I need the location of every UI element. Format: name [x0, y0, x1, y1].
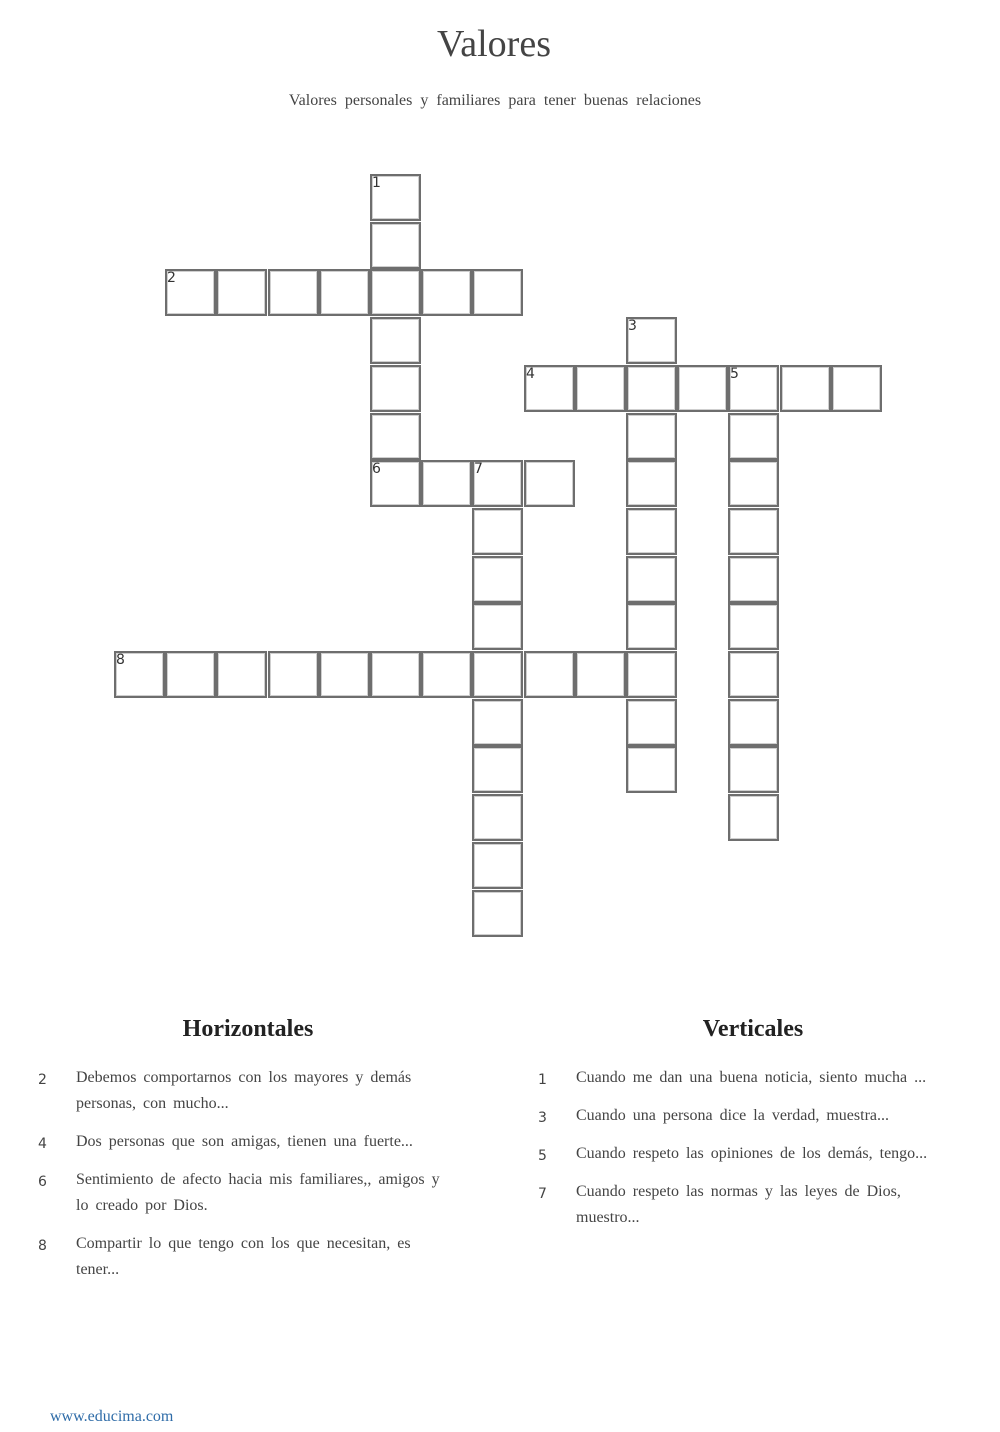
crossword-cell[interactable]	[728, 508, 779, 555]
horizontal-clues	[38, 1016, 458, 1295]
crossword-cell[interactable]	[728, 413, 779, 460]
crossword-cell[interactable]	[370, 222, 421, 269]
clue-down-7	[538, 1179, 968, 1231]
page-title: Valores	[437, 23, 551, 65]
clue-text: Cuando una persona dice la verdad, muestra...	[576, 1107, 890, 1124]
clue-number: 1	[538, 1072, 547, 1088]
clue-text: Cuando respeto las normas y las leyes de Dios, muestro...	[576, 1183, 901, 1226]
crossword-cell[interactable]	[780, 365, 831, 412]
crossword-cell[interactable]	[421, 269, 472, 316]
crossword-cell[interactable]	[472, 651, 523, 698]
page-subtitle: Valores personales y familiares para tener buenas relaciones	[288, 92, 702, 109]
clue-down-1	[538, 1065, 968, 1091]
crossword-cell[interactable]	[268, 651, 319, 698]
cell-number: 5	[730, 366, 739, 382]
crossword-cell[interactable]	[728, 746, 779, 793]
clue-across-8	[38, 1231, 458, 1283]
crossword-cell[interactable]	[319, 269, 370, 316]
crossword-cell[interactable]	[370, 651, 421, 698]
crossword-cell[interactable]	[728, 603, 779, 650]
crossword-cell[interactable]	[728, 794, 779, 841]
clue-number: 8	[38, 1238, 47, 1254]
crossword-cell[interactable]	[165, 269, 216, 316]
crossword-cell[interactable]	[575, 651, 626, 698]
vertical-clues	[538, 1016, 968, 1243]
cell-number: 2	[167, 270, 176, 286]
crossword-cell[interactable]	[216, 269, 267, 316]
clue-text: Sentimiento de afecto hacia mis familiares,, amigos y lo creado por Dios.	[76, 1171, 440, 1214]
clue-number: 7	[538, 1186, 547, 1202]
crossword-cell[interactable]	[421, 651, 472, 698]
clue-number: 3	[538, 1110, 547, 1126]
clue-text: Debemos comportarnos con los mayores y demás personas, con mucho...	[76, 1069, 412, 1112]
crossword-cell[interactable]	[524, 365, 575, 412]
crossword-cell[interactable]	[626, 508, 677, 555]
crossword-cell[interactable]	[370, 365, 421, 412]
crossword-cell[interactable]	[472, 603, 523, 650]
crossword-cell[interactable]	[626, 651, 677, 698]
crossword-cell[interactable]	[575, 365, 626, 412]
crossword-cell[interactable]	[472, 746, 523, 793]
crossword-cell[interactable]	[472, 794, 523, 841]
crossword-cell[interactable]	[626, 556, 677, 603]
crossword-cell[interactable]	[626, 317, 677, 364]
crossword-cell[interactable]	[472, 890, 523, 937]
crossword-cell[interactable]	[421, 460, 472, 507]
crossword-cell[interactable]	[472, 460, 523, 507]
clue-text: Compartir lo que tengo con los que necesitan, es tener...	[76, 1235, 411, 1278]
crossword-cell[interactable]	[216, 651, 267, 698]
crossword-cell[interactable]	[728, 365, 779, 412]
clue-text: Cuando me dan una buena noticia, siento mucha ...	[576, 1069, 927, 1086]
crossword-cell[interactable]	[370, 317, 421, 364]
crossword-cell[interactable]	[728, 460, 779, 507]
crossword-cell[interactable]	[524, 651, 575, 698]
crossword-cell[interactable]	[728, 699, 779, 746]
crossword-cell[interactable]	[626, 603, 677, 650]
crossword-cell[interactable]	[472, 269, 523, 316]
cell-number: 6	[372, 461, 381, 477]
crossword-cell[interactable]	[370, 413, 421, 460]
cell-number: 8	[116, 652, 125, 668]
crossword-cell[interactable]	[472, 842, 523, 889]
crossword-cell[interactable]	[524, 460, 575, 507]
crossword-cell[interactable]	[319, 651, 370, 698]
clue-number: 4	[38, 1136, 47, 1152]
crossword-cell[interactable]	[268, 269, 319, 316]
clue-number: 2	[38, 1072, 47, 1088]
clue-text: Cuando respeto las opiniones de los demás, tengo...	[576, 1145, 928, 1162]
clue-number: 6	[38, 1174, 47, 1190]
crossword-cell[interactable]	[728, 556, 779, 603]
cell-number: 4	[526, 366, 535, 382]
crossword-cell[interactable]	[626, 413, 677, 460]
crossword-cell[interactable]	[626, 365, 677, 412]
crossword-cell[interactable]	[831, 365, 882, 412]
clue-down-3	[538, 1103, 968, 1129]
crossword-cell[interactable]	[114, 651, 165, 698]
crossword-cell[interactable]	[165, 651, 216, 698]
crossword-cell[interactable]	[370, 174, 421, 221]
clue-text: Dos personas que son amigas, tienen una fuerte...	[76, 1133, 413, 1150]
cell-number: 3	[628, 318, 637, 334]
educima-link[interactable]: www.educima.com	[50, 1408, 174, 1425]
horizontal-clues-heading: Horizontales	[182, 1016, 314, 1042]
crossword-cell[interactable]	[472, 508, 523, 555]
clue-across-6	[38, 1167, 458, 1219]
vertical-clues-heading: Verticales	[702, 1016, 804, 1042]
crossword-cell[interactable]	[626, 746, 677, 793]
crossword-cell[interactable]	[370, 460, 421, 507]
crossword-cell[interactable]	[626, 699, 677, 746]
cell-number: 1	[372, 175, 381, 191]
crossword-cell[interactable]	[472, 699, 523, 746]
crossword-cell[interactable]	[472, 556, 523, 603]
crossword-cell[interactable]	[626, 460, 677, 507]
clue-across-2	[38, 1065, 458, 1117]
crossword-cell[interactable]	[677, 365, 728, 412]
clue-down-5	[538, 1141, 968, 1167]
cell-number: 7	[474, 461, 483, 477]
crossword-cell[interactable]	[728, 651, 779, 698]
clue-number: 5	[538, 1148, 547, 1164]
crossword-cell[interactable]	[370, 269, 421, 316]
clue-across-4	[38, 1129, 458, 1155]
